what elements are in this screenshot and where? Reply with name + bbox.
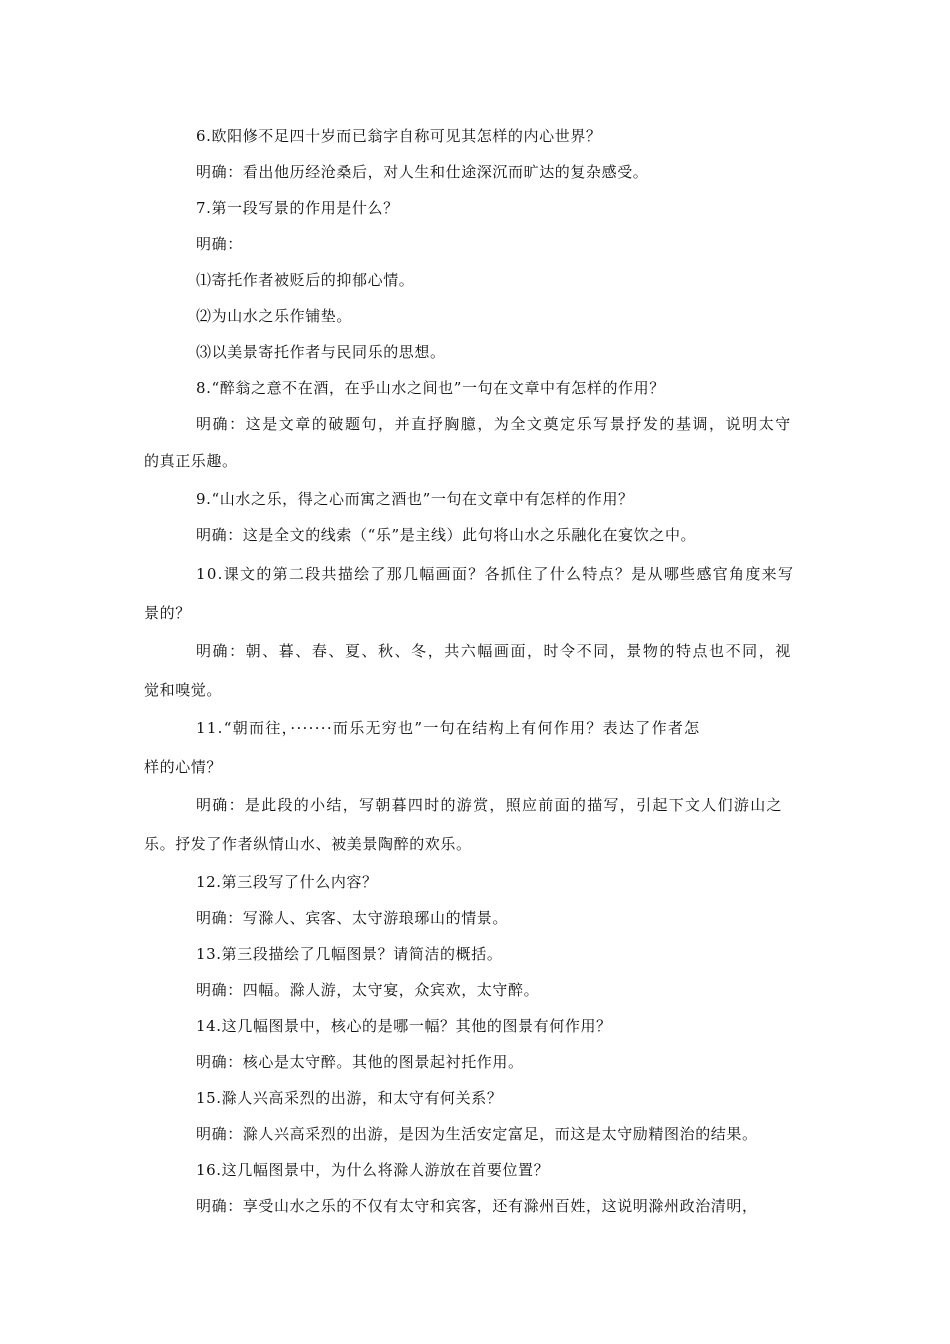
answer-10: 明确：朝、暮、春、夏、秋、冬，共六幅画面，时令不同，景物的特点也不同，视 xyxy=(196,642,792,660)
question-11: 11.“朝而往，·······而乐无穷也”一句在结构上有何作用？表达了作者怎 xyxy=(196,719,701,737)
question-15: 15.滁人兴高采烈的出游，和太守有何关系？ xyxy=(196,1089,503,1107)
question-16: 16.这几幅图景中，为什么将滁人游放在首要位置？ xyxy=(196,1161,550,1179)
answer-9: 明确：这是全文的线索（“乐”是主线）此句将山水之乐融化在宴饮之中。 xyxy=(196,526,697,544)
answer-10-continued: 觉和嗅觉。 xyxy=(144,681,223,699)
question-6: 6.欧阳修不足四十岁而已翁字自称可见其怎样的内心世界？ xyxy=(196,127,602,145)
answer-7-label: 明确： xyxy=(196,235,243,253)
question-12: 12.第三段写了什么内容？ xyxy=(196,873,378,891)
answer-11: 明确：是此段的小结，写朝暮四时的游赏，照应前面的描写，引起下文人们游山之 xyxy=(196,796,783,814)
question-14: 14.这几幅图景中，核心的是哪一幅？其他的图景有何作用？ xyxy=(196,1017,612,1035)
question-10: 10.课文的第二段共描绘了那几幅画面？各抓住了什么特点？是从哪些感官角度来写 xyxy=(196,565,795,583)
question-11-continued: 样的心情？ xyxy=(144,758,223,776)
answer-16: 明确：享受山水之乐的不仅有太守和宾客，还有滁州百姓，这说明滁州政治清明， xyxy=(196,1197,758,1215)
answer-15: 明确：滁人兴高采烈的出游，是因为生活安定富足，而这是太守励精图治的结果。 xyxy=(196,1125,758,1143)
question-9: 9.“山水之乐，得之心而寓之酒也”一句在文章中有怎样的作用？ xyxy=(196,490,634,508)
answer-13: 明确：四幅。滁人游，太守宴，众宾欢，太守醉。 xyxy=(196,981,540,999)
answer-11-continued: 乐。抒发了作者纵情山水、被美景陶醉的欢乐。 xyxy=(144,835,472,853)
answer-7-point-3: ⑶以美景寄托作者与民同乐的思想。 xyxy=(196,343,446,361)
answer-7-point-2: ⑵为山水之乐作铺垫。 xyxy=(196,307,353,325)
answer-7-point-1: ⑴寄托作者被贬后的抑郁心情。 xyxy=(196,271,415,289)
answer-12: 明确：写滁人、宾客、太守游琅琊山的情景。 xyxy=(196,909,509,927)
answer-8: 明确：这是文章的破题句，并直抒胸臆，为全文奠定乐写景抒发的基调，说明太守 xyxy=(196,415,792,433)
question-7: 7.第一段写景的作用是什么？ xyxy=(196,199,399,217)
question-10-continued: 景的？ xyxy=(144,604,191,622)
question-8: 8.“醉翁之意不在酒，在乎山水之间也”一句在文章中有怎样的作用？ xyxy=(196,379,665,397)
answer-8-continued: 的真正乐趣。 xyxy=(144,452,238,470)
answer-6: 明确：看出他历经沧桑后，对人生和仕途深沉而旷达的复杂感受。 xyxy=(196,163,649,181)
question-13: 13.第三段描绘了几幅图景？请简洁的概括。 xyxy=(196,945,503,963)
answer-14: 明确：核心是太守醉。其他的图景起衬托作用。 xyxy=(196,1053,524,1071)
